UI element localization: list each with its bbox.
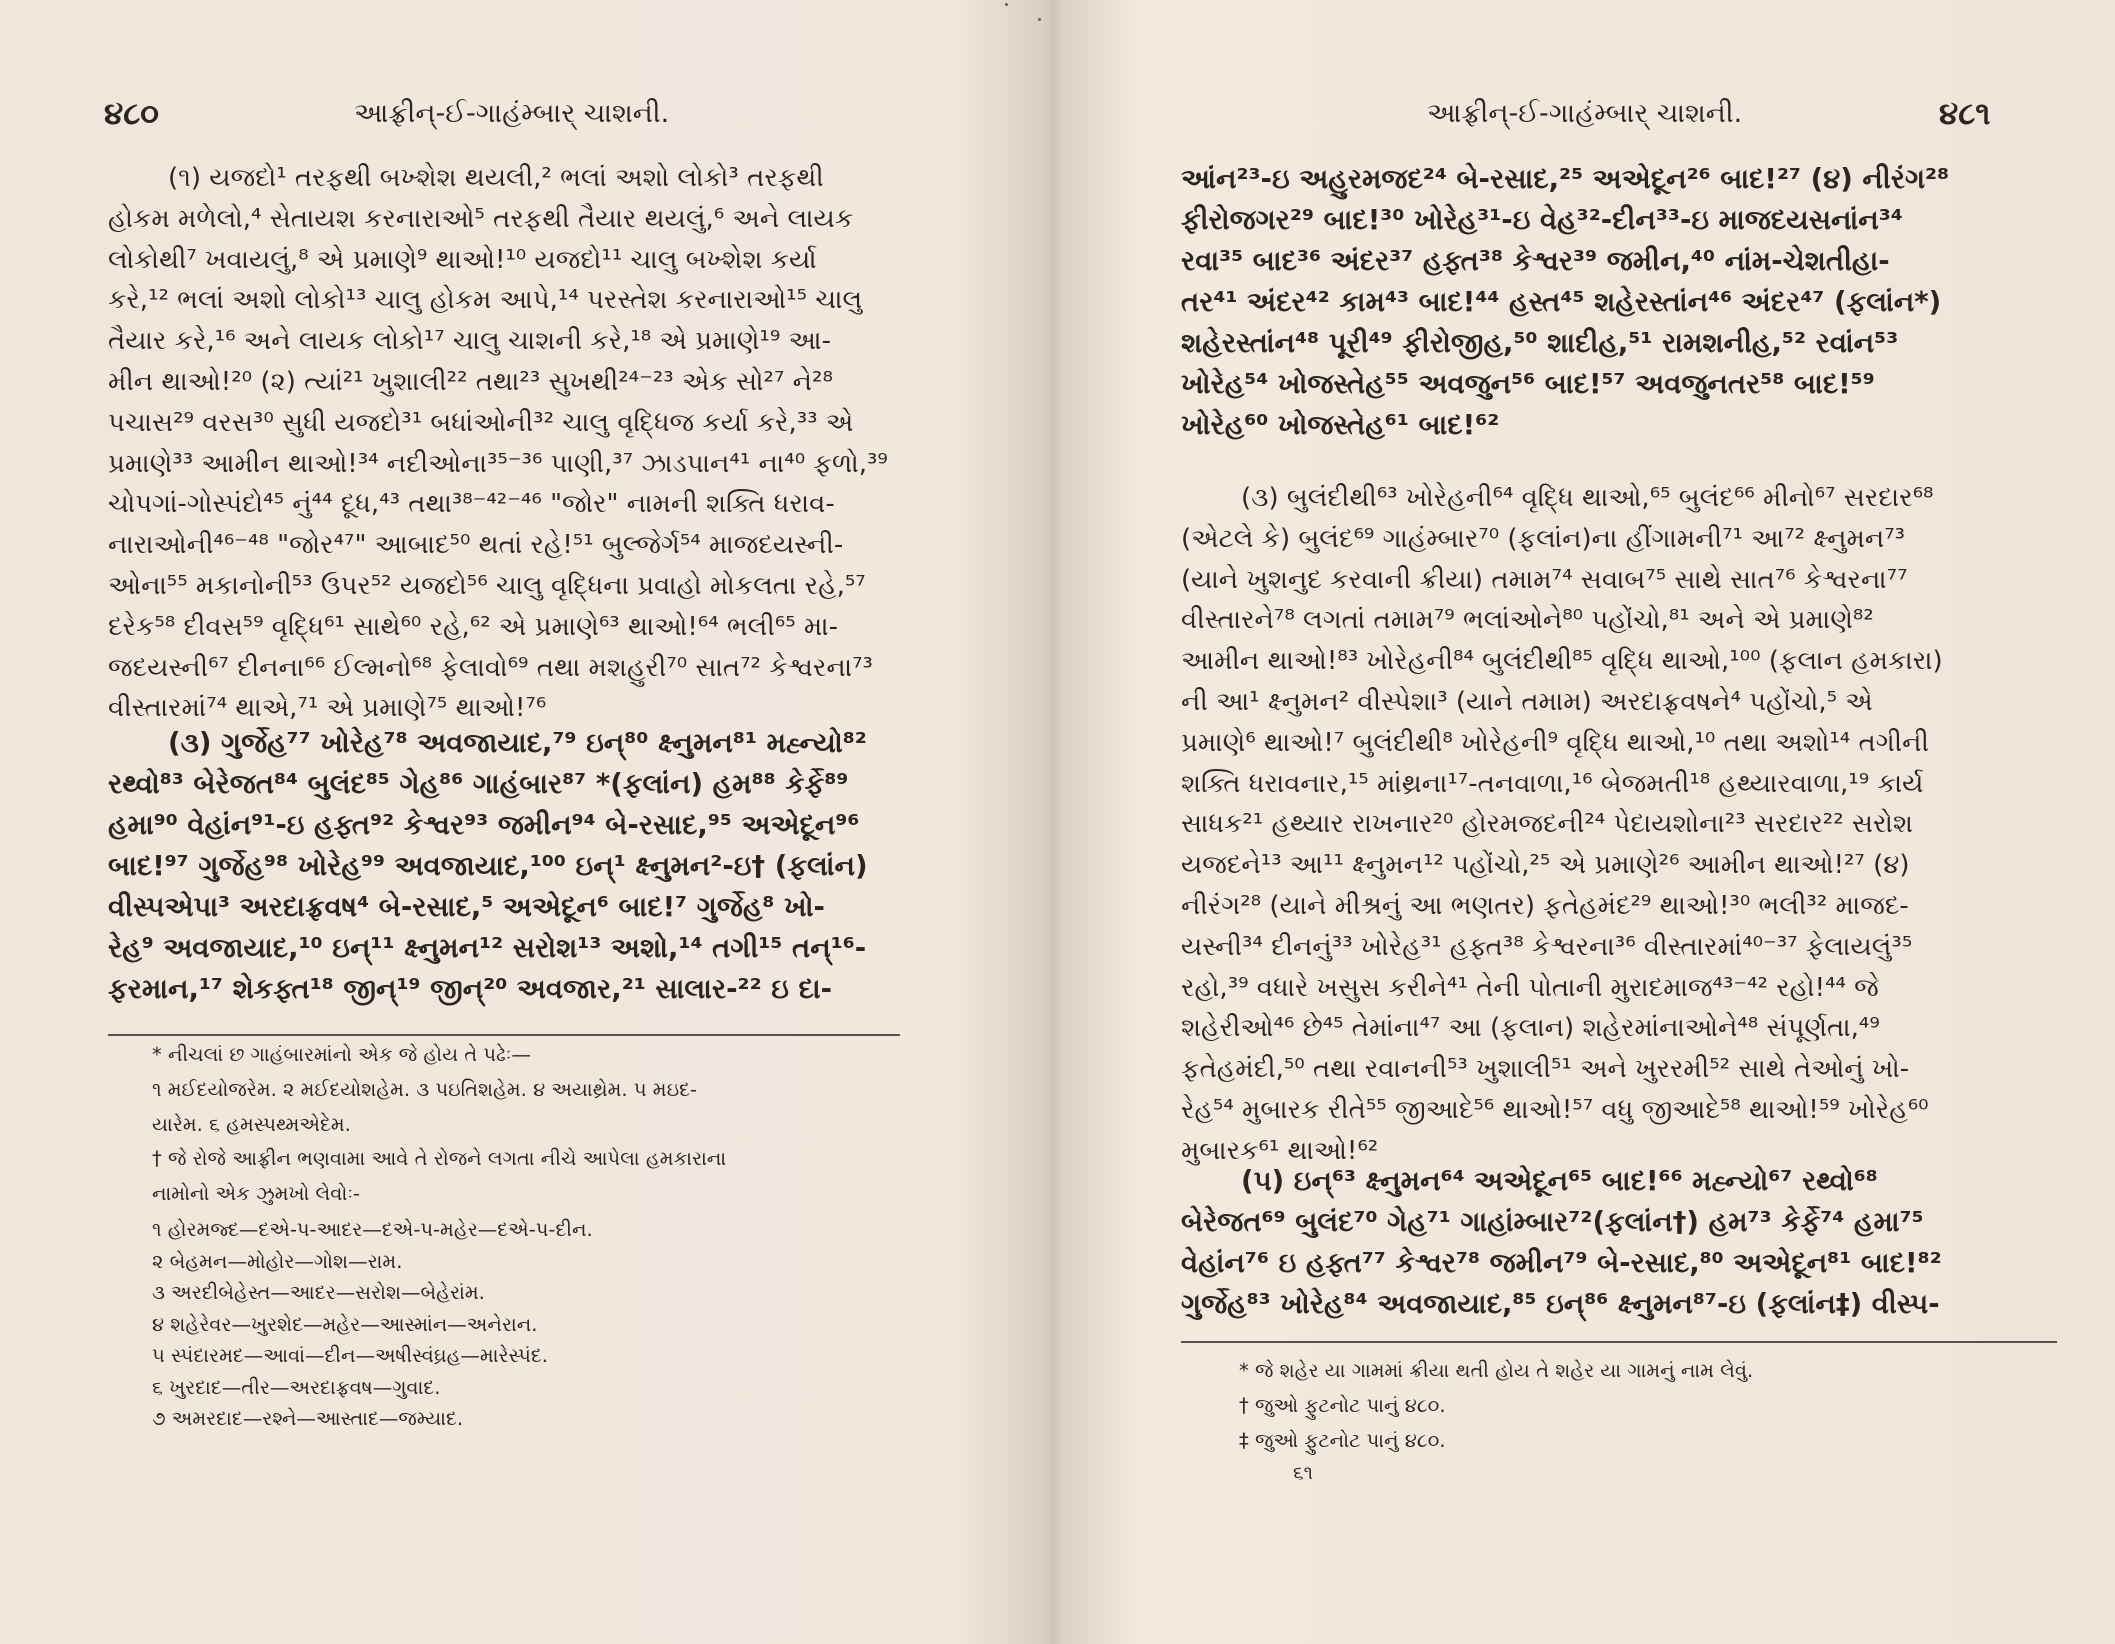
text-line: રેહ⁵⁴ મુબારક રીતે⁵⁵ જીઆદે⁵⁶ થાઓ!⁵⁷ વધુ જીઆદે⁵⁸ થાઓ!⁵⁹ ખોરેહ⁶⁰ <box>1181 1094 1929 1125</box>
text-line: હોકમ મળેલો,⁴ સેતાયશ કરનારાઓ⁵ તરફથી તૈયાર થયલું,⁶ અને લાયક <box>108 203 854 234</box>
text-line: ની આ¹ ક્ષ્નુમન² વીસ્પેશા³ (યાને તમામ) અરદાફ્રવષને⁴ પહોંચો,⁵ એ <box>1181 686 1873 717</box>
text-line: રેહ⁹ અવજાયાદ,¹⁰ ઇન્¹¹ ક્ષ્નુમન¹² સરોશ¹³ અશો,¹⁴ તગી¹⁵ તન્¹⁶- <box>108 932 867 964</box>
text-line: દરેક⁵⁸ દીવસ⁵⁹ વૃદ્ધિ⁶¹ સાથે⁶⁰ રહે,⁶² એ પ્રમાણે⁶³ થાઓ!⁶⁴ ભલી⁶⁵ મા- <box>108 611 838 642</box>
hamkara-line: ૪ શહેરેવર—ખુરશેદ—મહેર—આસ્માંન—અનેરાન. <box>152 1312 538 1336</box>
text-line: શક્તિ ધરાવનાર,¹⁵ માંથ્રના¹⁷-તનવાળા,¹⁶ બેજમતી¹⁸ હથ્યારવાળા,¹⁹ કાર્ય <box>1181 768 1924 799</box>
footnote-line: યારેમ. ૬ હમસ્પથ્મએદેમ. <box>152 1112 351 1136</box>
text-line: વીસ્પએપા³ અરદાફ્રવષ⁴ બે-રસાદ,⁵ અએદૂન⁶ બાદ!⁷ ગુર્જેહ⁸ ખો- <box>108 891 825 923</box>
text-line: પ્રમાણે³³ આમીન થાઓ!³⁴ નદીઓના³⁵⁻³⁶ પાણી,³⁷ ઝાડપાન⁴¹ ના⁴⁰ ફળો,³⁹ <box>108 448 888 479</box>
footnote-line: નામોનો એક ઝુમખો લેવોઃ- <box>152 1182 360 1206</box>
text-line: (યાને ખુશનુદ કરવાની ક્રીયા) તમામ⁷⁴ સવાબ⁷⁵ સાથે સાત⁷⁶ કેશ્વરના⁷⁷ <box>1181 564 1908 595</box>
right-paragraph-3 <box>1181 1161 2061 1325</box>
text-line: લોકોથી⁷ ખવાયલું,⁸ એ પ્રમાણે⁹ થાઓ!¹⁰ યજદો¹¹ ચાલુ બખ્શેશ કર્યા <box>108 244 817 275</box>
text-line: આંન²³-ઇ અહુરમજદ²⁴ બે-રસાદ,²⁵ અએદૂન²⁶ બાદ!²⁷ (૪) નીરંગ²⁸ <box>1181 163 1950 195</box>
text-line: વીસ્તારમાં⁷⁴ થાએ,⁷¹ એ પ્રમાણે⁷⁵ થાઓ!⁷⁶ <box>108 693 547 724</box>
text-line: (એટલે કે) બુલંદ⁶⁹ ગાહંમ્બાર⁷⁰ (ફલાંન)ના હીંગામની⁷¹ આ⁷² ક્ષ્નુમન⁷³ <box>1181 523 1906 554</box>
footnote-line: ‡ જુઓ ફુટનોટ પાનું ૪૮૦. <box>1239 1428 1446 1452</box>
text-line: ખોરેહ⁵⁴ ખોજસ્તેહ⁵⁵ અવજુન⁵⁶ બાદ!⁵⁷ અવજુનતર⁵⁸ બાદ!⁵⁹ <box>1181 368 1875 400</box>
text-line: જદયસ્ની⁶⁷ દીનના⁶⁶ ઈલ્મનો⁶⁸ ફેલાવો⁶⁹ તથા મશહુરી⁷⁰ સાત⁷² કેશ્વરના⁷³ <box>108 652 873 683</box>
text-line: ફતેહમંદી,⁵⁰ તથા રવાનની⁵³ ખુશાલી⁵¹ અને ખુરરમી⁵² સાથે તેઓનું ખો- <box>1181 1054 1910 1085</box>
running-header-right: આફ્રીન્-ઈ-ગાહંમ્બાર્ ચાશની. <box>1427 98 1743 129</box>
page-number-left: ૪૮૦ <box>104 96 159 132</box>
left-page <box>0 0 1040 1644</box>
text-line: વીસ્તારને⁷⁸ લગતાં તમામ⁷⁹ ભલાંઓને⁸⁰ પહોંચો,⁸¹ અને એ પ્રમાણે⁸² <box>1181 605 1874 636</box>
text-line: ગુર્જેહ⁸³ ખોરેહ⁸⁴ અવજાયાદ,⁸⁵ ઇન્⁸⁶ ક્ષ્નુમન⁸⁷-ઇ (ફલાંન‡) વીસ્પ- <box>1181 1288 1940 1320</box>
text-line: આમીન થાઓ!⁸³ ખોરેહની⁸⁴ બુલંદીથી⁸⁵ વૃદ્ધિ થાઓ,¹⁰⁰ (ફલાન હમકારા) <box>1181 646 1943 677</box>
text-line: (૧) યજદો¹ તરફથી બખ્શેશ થયલી,² ભલાં અશો લોકો³ તરફથી <box>168 163 824 193</box>
hamkara-line: ૫ સ્પંદારમદ—આવાં—દીન—અષીસ્વંઘ્રહ—મારેસ્પંદ. <box>152 1344 548 1367</box>
page-number-right: ૪૮૧ <box>1939 96 1991 132</box>
text-line: વેહાંન⁷⁶ ઇ હફ્ત⁷⁷ કેશ્વર⁷⁸ જમીન⁷⁹ બે-રસાદ,⁸⁰ અએદૂન⁸¹ બાદ!⁸² <box>1181 1247 1942 1279</box>
signature-mark: ૬૧ <box>1293 1462 1313 1484</box>
text-line: ફીરોજગર²⁹ બાદ!³⁰ ખોરેહ³¹-ઇ વેહ³²-દીન³³-ઇ માજદયસનાંન³⁴ <box>1181 204 1903 236</box>
text-line: શહેરસ્તાંન⁴⁸ પૂરી⁴⁹ ફીરોજીહ,⁵⁰ શાદીહ,⁵¹ રામશનીહ,⁵² રવાંન⁵³ <box>1181 327 1899 359</box>
right-page <box>1055 0 2115 1644</box>
text-line: શહેરીઓ⁴⁶ છે⁴⁵ તેમાંના⁴⁷ આ (ફલાન) શહેરમાંનાઓને⁴⁸ સંપૂર્ણતા,⁴⁹ <box>1181 1013 1880 1044</box>
hamkara-list <box>152 1214 593 1435</box>
hamkara-line: ૭ અમરદાદ—રશ્ને—આસ્તાદ—જમ્યાદ. <box>152 1407 464 1430</box>
running-header-left: આફ્રીન્-ઈ-ગાહંમ્બાર્ ચાશની. <box>354 98 670 129</box>
text-line: ચોપગાં-ગોસ્પંદો⁴⁵ નું⁴⁴ દૂધ,⁴³ તથા³⁸⁻⁴²⁻⁴⁶ "જોર" નામની શક્તિ ધરાવ- <box>108 489 835 520</box>
text-line: મીન થાઓ!²⁰ (૨) ત્યાં²¹ ખુશાલી²² તથા²³ સુખથી²⁴⁻²³ એક સો²⁷ ને²⁸ <box>108 366 833 397</box>
right-paragraph-1 <box>1181 159 2061 446</box>
text-line: (૩) બુલંદીથી⁶³ ખોરેહની⁶⁴ વૃદ્ધિ થાઓ,⁶⁵ બુલંદ⁶⁶ મીનો⁶⁷ સરદાર⁶⁸ <box>1241 483 1934 513</box>
left-paragraph-2 <box>108 723 988 1010</box>
text-line: યસ્ની³⁴ દીનનું³³ ખોરેહ³¹ હફ્ત³⁸ કેશ્વરના³⁶ વીસ્તારમાં⁴⁰⁻³⁷ ફેલાયલું³⁵ <box>1181 931 1913 962</box>
paper-speck <box>1005 3 1008 6</box>
footnote-line: * જે શહેર યા ગામમાં ક્રીયા થતી હોય તે શહેર યા ગામનું નામ લેવું. <box>1239 1359 1754 1382</box>
footnote-line: † જે રોજે આફ્રીન ભણવામા આવે તે રોજને લગતા નીચે આપેલા હમકારાના <box>152 1147 727 1171</box>
hamkara-line: ૨ બેહમન—મોહોર—ગોશ—રામ. <box>152 1249 403 1273</box>
text-line: તૈયાર કરે,¹⁶ અને લાયક લોકો¹⁷ ચાલુ ચાશની કરે,¹⁸ એ પ્રમાણે¹⁹ આ- <box>108 326 831 357</box>
text-line: નીરંગ²⁸ (યાને મીશ્રનું આ ભણતર) ફતેહમંદ²⁹ થાઓ!³⁰ ભલી³² માજદ- <box>1181 890 1909 921</box>
left-footnotes <box>152 1038 726 1212</box>
footnote-line: ૧ મઈદયોજરેમ. ૨ મઈદયોશહેમ. ૩ પઇતિશહેમ. ૪ અયાથ્રેમ. ૫ મઇદ- <box>152 1077 698 1101</box>
text-line: ઓના⁵⁵ મકાનોની⁵³ ઉપર⁵² યજદો⁵⁶ ચાલુ વૃદ્ધિના પ્રવાહો મોકલતા રહે,⁵⁷ <box>108 570 866 601</box>
paper-speck <box>1038 18 1041 21</box>
text-line: ફરમાન,¹⁷ શેકફ્ત¹⁸ જીન્¹⁹ જીન્²⁰ અવજાર,²¹ સાલાર-²² ઇ દા- <box>108 973 832 1005</box>
text-line: નારાઓની⁴⁶⁻⁴⁸ "જોર⁴⁷" આબાદ⁵⁰ થતાં રહે!⁵¹ બુલ્જેર્ગ⁵⁴ માજદયસ્ની- <box>108 530 844 561</box>
text-line: મુબારક⁶¹ થાઓ!⁶² <box>1181 1135 1379 1166</box>
text-line: યજદને¹³ આ¹¹ ક્ષ્નુમન¹² પહોંચો,²⁵ એ પ્રમાણે²⁶ આમીન થાઓ!²⁷ (૪) <box>1181 850 1910 881</box>
footnote-rule-right <box>1181 1341 2057 1343</box>
hamkara-line: ૬ ખુરદાદ—તીર—અરદાફ્રવષ—ગુવાદ. <box>152 1375 441 1399</box>
text-line: પ્રમાણે⁶ થાઓ!⁷ બુલંદીથી⁸ ખોરેહની⁹ વૃદ્ધિ થાઓ,¹⁰ તથા અશો¹⁴ તગીની <box>1181 727 1929 758</box>
text-line: કરે,¹² ભલાં અશો લોકો¹³ ચાલુ હોકમ આપે,¹⁴ પરસ્તેશ કરનારાઓ¹⁵ ચાલુ <box>108 285 863 316</box>
text-line: (૩) ગુર્જેહ⁷⁷ ખોરેહ⁷⁸ અવજાયાદ,⁷⁹ ઇન્⁸⁰ ક્ષ્નુમન⁸¹ મહ્ન્યો⁸² <box>168 727 867 759</box>
text-line: બેરેજત⁶⁹ બુલંદ⁷⁰ ગેહ⁷¹ ગાહાંમ્બાર⁷²(ફલાંન†) હમ⁷³ કેર્ફે⁷⁴ હમા⁷⁵ <box>1181 1206 1924 1238</box>
footnote-line: * નીચલાં છ ગાહંબારમાંનો એક જે હોય તે પઢેઃ— <box>152 1043 531 1066</box>
text-line: હમા⁹⁰ વેહાંન⁹¹-ઇ હફ્ત⁹² કેશ્વર⁹³ જમીન⁹⁴ બે-રસાદ,⁹⁵ અએદૂન⁹⁶ <box>108 809 860 841</box>
text-line: બાદ!⁹⁷ ગુર્જેહ⁹⁸ ખોરેહ⁹⁹ અવજાયાદ,¹⁰⁰ ઇન્¹ ક્ષ્નુમન²-ઇ† (ફલાંન) <box>108 850 868 882</box>
hamkara-line: ૧ હોરમજ્દ—દએ-પ-આદર—દએ-પ-મહેર—દએ-પ-દીન. <box>152 1218 593 1241</box>
text-line: તર⁴¹ અંદર⁴² કામ⁴³ બાદ!⁴⁴ હસ્ત⁴⁵ શહેરસ્તાંન⁴⁶ અંદર⁴⁷ (ફલાંન*) <box>1181 286 1942 318</box>
text-line: રથ્વો⁸³ બેરેજત⁸⁴ બુલંદ⁸⁵ ગેહ⁸⁶ ગાહંબાર⁸⁷ *(ફલાંન) હમ⁸⁸ કેર્ફે⁸⁹ <box>108 768 849 800</box>
text-line: પચાસ²⁹ વરસ³⁰ સુધી યજદો³¹ બધાંઓની³² ચાલુ વૃદ્ધિજ કર્યા કરે,³³ એ <box>108 407 854 438</box>
right-paragraph-2 <box>1181 478 2061 1172</box>
right-footnotes <box>1239 1354 1753 1458</box>
text-line: રવા³⁵ બાદ³⁶ અંદર³⁷ હફ્ત³⁸ કેશ્વર³⁹ જમીન,⁴⁰ નાંમ-ચેશતીહા- <box>1181 245 1890 277</box>
text-line: ખોરેહ⁶⁰ ખોજસ્તેહ⁶¹ બાદ!⁶² <box>1181 409 1500 441</box>
text-line: (૫) ઇન્⁶³ ક્ષ્નુમન⁶⁴ અએદૂન⁶⁵ બાદ!⁶⁶ મહ્ન્યો⁶⁷ રથ્વો⁶⁸ <box>1241 1165 1878 1197</box>
footnote-line: † જુઓ ફુટનોટ પાનું ૪૮૦. <box>1239 1393 1446 1417</box>
left-paragraph-1 <box>108 158 988 729</box>
footnote-rule-left <box>108 1034 900 1036</box>
text-line: રહો,³⁹ વધારે ખસુસ કરીને⁴¹ તેની પોતાની મુરાદમાજ⁴³⁻⁴² રહો!⁴⁴ જે <box>1181 972 1879 1003</box>
text-line: સાધક²¹ હથ્યાર રાખનાર²⁰ હોરમજદની²⁴ પેદાયશોના²³ સરદાર²² સરોશ <box>1181 809 1913 840</box>
hamkara-line: ૩ અરદીબેહેસ્ત—આદર—સરોશ—બેહેરાંમ. <box>152 1281 485 1304</box>
